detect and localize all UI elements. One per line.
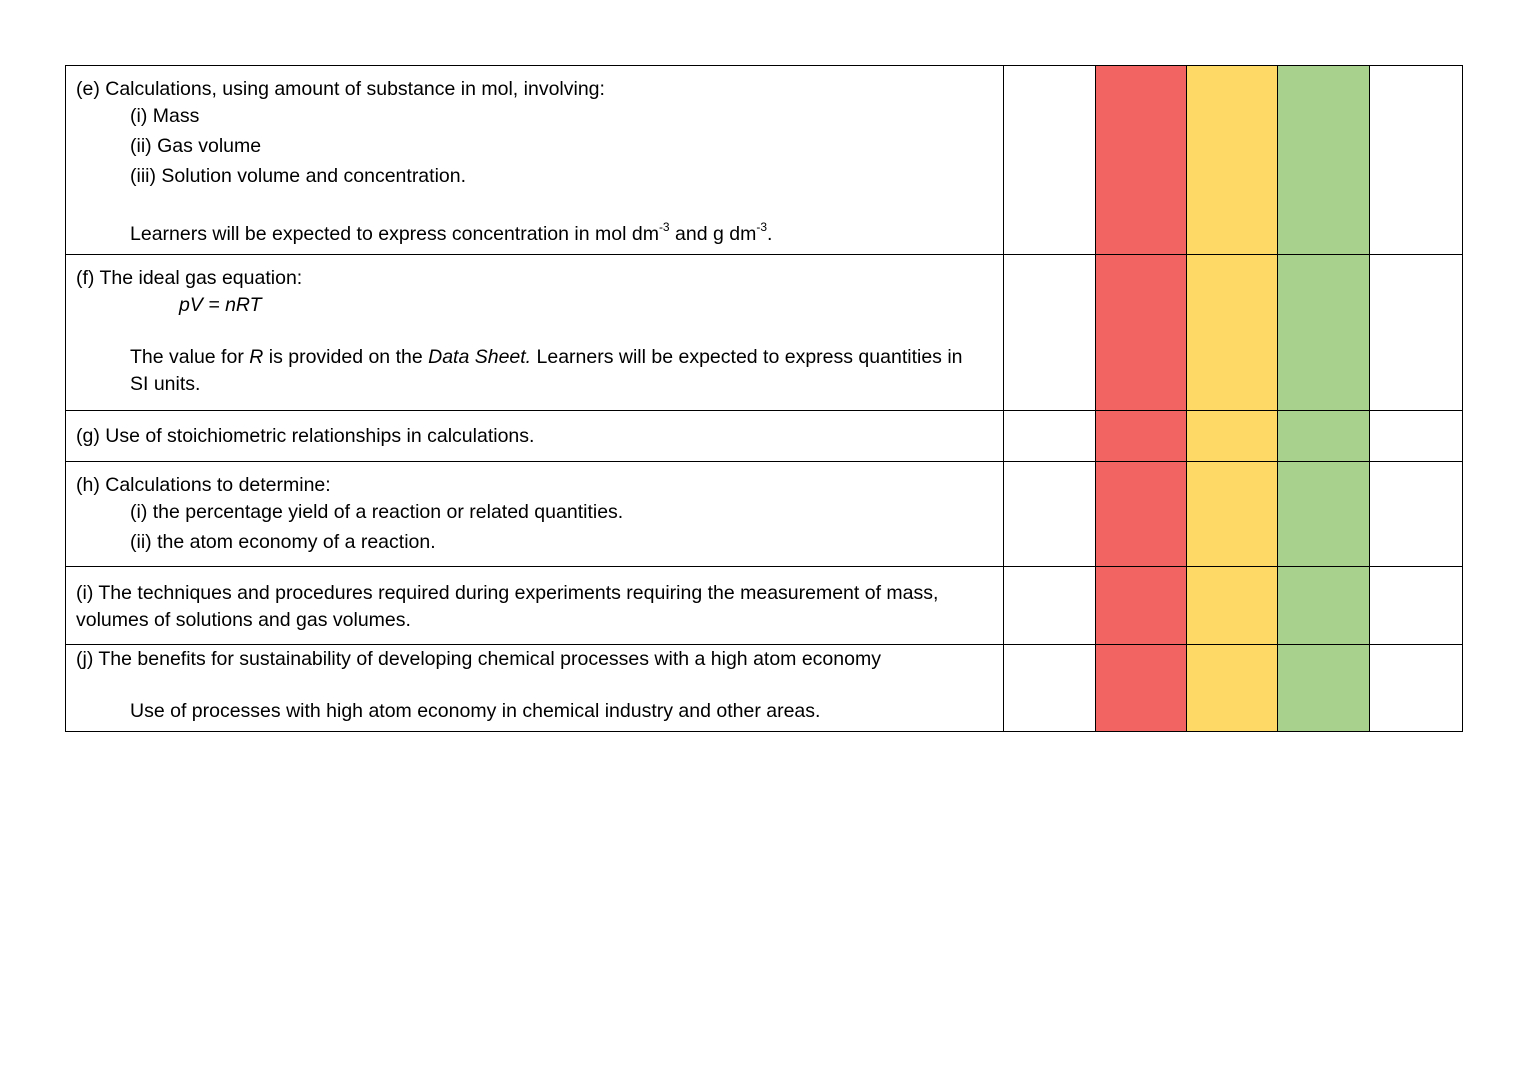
rating-amber-cell-g[interactable] <box>1187 411 1278 462</box>
row-e-item-2: (ii) Gas volume <box>130 135 262 157</box>
notes-cell-i[interactable] <box>1370 567 1463 645</box>
rating-red-cell-g[interactable] <box>1096 411 1187 462</box>
row-e-heading: (e) Calculations, using amount of substance in mol, involving: <box>76 78 605 100</box>
rating-amber-cell-j[interactable] <box>1187 645 1278 732</box>
rating-red-cell-j[interactable] <box>1096 645 1187 732</box>
table-row-j <box>66 645 1463 732</box>
tick-cell-j[interactable] <box>1004 645 1096 732</box>
row-f-heading: (f) The ideal gas equation: <box>76 267 303 289</box>
spec-text-cell-j <box>66 645 1004 732</box>
table-row-g <box>66 411 1463 462</box>
row-i-line-1: (i) The techniques and procedures required during experiments requiring the measurement of mass, <box>76 582 939 604</box>
table-row-e <box>66 66 1463 255</box>
spec-text-cell-f <box>66 255 1004 411</box>
spec-text-cell-g <box>66 411 1004 462</box>
tick-cell-e[interactable] <box>1004 66 1096 255</box>
rating-green-cell-f[interactable] <box>1278 255 1370 411</box>
rating-amber-cell-f[interactable] <box>1187 255 1278 411</box>
row-f-note: The value for R is provided on the Data Sheet. Learners will be expected to express quantities in <box>130 346 963 368</box>
notes-cell-g[interactable] <box>1370 411 1463 462</box>
spec-text-cell-h <box>66 462 1004 567</box>
spec-text-cell-i <box>66 567 1004 645</box>
ideal-gas-equation: pV = nRT <box>179 294 262 316</box>
tick-cell-f[interactable] <box>1004 255 1096 411</box>
rating-amber-cell-i[interactable] <box>1187 567 1278 645</box>
row-f-note-cont: SI units. <box>130 373 201 395</box>
rating-amber-cell-h[interactable] <box>1187 462 1278 567</box>
rating-green-cell-h[interactable] <box>1278 462 1370 567</box>
table-row-i <box>66 567 1463 645</box>
tick-cell-i[interactable] <box>1004 567 1096 645</box>
row-e-item-3: (iii) Solution volume and concentration. <box>130 165 467 187</box>
tick-cell-g[interactable] <box>1004 411 1096 462</box>
rating-green-cell-j[interactable] <box>1278 645 1370 732</box>
rating-red-cell-i[interactable] <box>1096 567 1187 645</box>
rating-red-cell-e[interactable] <box>1096 66 1187 255</box>
notes-cell-j[interactable] <box>1370 645 1463 732</box>
rating-green-cell-g[interactable] <box>1278 411 1370 462</box>
rating-green-cell-e[interactable] <box>1278 66 1370 255</box>
table-row-f <box>66 255 1463 411</box>
rating-amber-cell-e[interactable] <box>1187 66 1278 255</box>
notes-cell-f[interactable] <box>1370 255 1463 411</box>
row-e-note: Learners will be expected to express concentration in mol $dm^{-3}$ and g $dm^{-3}$. <box>130 219 773 245</box>
table-row-h <box>66 462 1463 567</box>
spec-text-cell-e <box>66 66 1004 255</box>
rating-green-cell-i[interactable] <box>1278 567 1370 645</box>
notes-cell-h[interactable] <box>1370 462 1463 567</box>
row-h-item-2: (ii) the atom economy of a reaction. <box>130 531 436 553</box>
tick-cell-h[interactable] <box>1004 462 1096 567</box>
row-g-heading: (g) Use of stoichiometric relationships in calculations. <box>76 425 535 447</box>
row-e-item-1: (i) Mass <box>130 105 200 127</box>
row-j-note: Use of processes with high atom economy in chemical industry and other areas. <box>130 700 821 722</box>
row-j-heading: (j) The benefits for sustainability of developing chemical processes with a high atom economy <box>76 648 881 670</box>
row-h-heading: (h) Calculations to determine: <box>76 474 331 496</box>
specification-checklist-table <box>65 65 1463 732</box>
row-h-item-1: (i) the percentage yield of a reaction or related quantities. <box>130 501 624 523</box>
row-i-line-2: volumes of solutions and gas volumes. <box>76 609 411 631</box>
rating-red-cell-f[interactable] <box>1096 255 1187 411</box>
notes-cell-e[interactable] <box>1370 66 1463 255</box>
rating-red-cell-h[interactable] <box>1096 462 1187 567</box>
